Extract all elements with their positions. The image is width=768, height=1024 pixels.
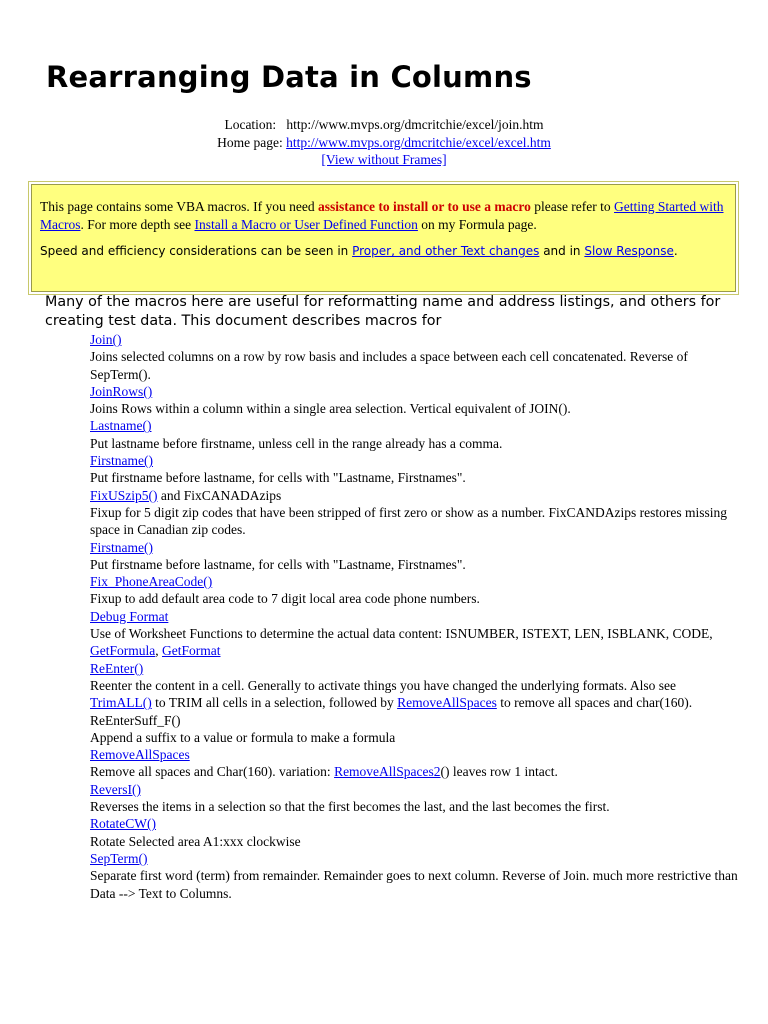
- macro-notice-box: [31, 184, 736, 292]
- debug-separator: ,: [155, 643, 162, 659]
- macro-entry-title: [90, 746, 740, 763]
- macro-description: Joins selected columns on a row by row basis and includes a space between each cell concatenated. Reverse of SepTerm().: [90, 349, 688, 382]
- macro-description: Put lastname before firstname, unless cell in the range already has a comma.: [90, 435, 503, 451]
- macro-entry-title: [90, 815, 740, 832]
- getformat-link[interactable]: GetFormat: [162, 643, 221, 659]
- firstname-link-2[interactable]: Firstname(): [90, 539, 153, 555]
- page-meta: [0, 116, 768, 169]
- speed-text: .: [673, 244, 678, 258]
- rotatecw-link[interactable]: RotateCW(): [90, 816, 156, 832]
- fixcanadazips-label: and FixCANADAzips: [157, 487, 282, 503]
- macro-description: Append a suffix to a value or formula to make a formula: [90, 729, 396, 745]
- speed-text: Speed and efficiency considerations can be seen in: [40, 244, 353, 258]
- joinrows-link[interactable]: JoinRows(): [90, 383, 153, 399]
- notice-text: . For more depth see: [80, 217, 195, 232]
- debug-format-link[interactable]: Debug Format: [90, 608, 169, 624]
- removeall-desc-text: () leaves row 1 intact.: [440, 764, 558, 780]
- reenter-desc-text: to TRIM all cells in a selection, followed by: [151, 695, 398, 711]
- page-title: Rearranging Data in Columns: [46, 60, 532, 94]
- install-macro-link[interactable]: Install a Macro or User Defined Function: [194, 217, 418, 232]
- macro-entry-title: [90, 331, 740, 348]
- home-page-label: Home page:: [217, 134, 283, 150]
- macro-description: [90, 677, 740, 712]
- fixuszip5-link[interactable]: FixUSzip5(): [90, 487, 158, 503]
- macro-entry-title: [90, 417, 740, 434]
- frames-line: [0, 151, 768, 169]
- location-line: [0, 116, 768, 134]
- macro-description: Rotate Selected area A1:xxx clockwise: [90, 833, 301, 849]
- home-page-link[interactable]: http://www.mvps.org/dmcritchie/excel/excel.htm: [286, 134, 551, 150]
- intro-paragraph: Many of the macros here are useful for reformatting name and address listings, and others for creating test data. This document describes macros for: [45, 294, 721, 329]
- macro-description: Fixup for 5 digit zip codes that have been stripped of first zero or show as a number. FixCANDAzips restores missing space in Canadian zip codes.: [90, 504, 728, 538]
- location-url: http://www.mvps.org/dmcritchie/excel/join.htm: [286, 117, 544, 132]
- macro-entry-title: [90, 850, 740, 867]
- debug-desc-text: Use of Worksheet Functions to determine the actual data content: ISNUMBER, ISTEXT, LEN, ISBLANK, CODE,: [90, 626, 713, 642]
- macro-entry-title: [90, 660, 740, 677]
- join-link[interactable]: Join(): [90, 332, 122, 347]
- reenter-link[interactable]: ReEnter(): [90, 660, 144, 676]
- macro-description: Joins Rows within a column within a single area selection. Vertical equivalent of JOIN().: [90, 401, 571, 417]
- getting-started-link[interactable]: Getting Started with Macros: [40, 199, 724, 232]
- trimall-link[interactable]: TrimALL(): [90, 695, 152, 711]
- macro-entry-title: [90, 608, 740, 625]
- reversi-link[interactable]: ReversI(): [90, 781, 141, 797]
- reenter-desc-text: to remove all spaces and char(160).: [496, 695, 693, 711]
- macro-entry-title: [90, 539, 740, 556]
- macro-description: Reverses the items in a selection so that the first becomes the last, and the last becomes the first.: [90, 799, 610, 815]
- speed-paragraph: [40, 243, 727, 259]
- firstname-link[interactable]: Firstname(): [90, 453, 153, 469]
- notice-text: please refer to: [530, 199, 615, 214]
- septerm-link[interactable]: SepTerm(): [90, 850, 148, 866]
- macro-entry-title: [90, 487, 740, 504]
- macro-description: Fixup to add default area code to 7 digit local area code phone numbers.: [90, 591, 480, 607]
- getformula-link[interactable]: GetFormula: [90, 643, 156, 659]
- macro-entry-title: [90, 452, 740, 469]
- notice-text: on my Formula page.: [417, 217, 537, 232]
- proper-text-changes-link[interactable]: Proper, and other Text changes: [352, 244, 540, 258]
- view-without-frames-link[interactable]: [View without Frames]: [321, 152, 447, 167]
- location-label: Location:: [224, 117, 277, 132]
- macro-description: [90, 763, 740, 780]
- notice-emphasis: assistance to install or to use a macro: [317, 199, 531, 214]
- macro-description: [90, 625, 740, 660]
- macro-entry-title: [90, 781, 740, 798]
- macro-list: [90, 331, 740, 902]
- macro-description: Separate first word (term) from remainder. Remainder goes to next column. Reverse of Join. much more restrictive than Data --> Text to Columns.: [90, 868, 738, 901]
- fix-phone-area-code-link[interactable]: Fix_PhoneAreaCode(): [90, 574, 213, 590]
- removeallspaces2-link[interactable]: RemoveAllSpaces2: [334, 764, 441, 780]
- macro-entry-title: [90, 573, 740, 590]
- macro-description: Put firstname before lastname, for cells with "Lastname, Firstnames".: [90, 470, 466, 486]
- macro-description: Put firstname before lastname, for cells with "Lastname, Firstnames".: [90, 556, 466, 572]
- macro-entry-title: ReEnterSuff_F(): [90, 712, 181, 728]
- removeallspaces-link[interactable]: RemoveAllSpaces: [90, 747, 190, 763]
- lastname-link[interactable]: Lastname(): [90, 418, 152, 434]
- macro-entry-title: [90, 383, 740, 400]
- notice-paragraph: [40, 198, 727, 234]
- speed-text: and in: [539, 244, 585, 258]
- home-page-line: [0, 134, 768, 152]
- notice-text: This page contains some VBA macros. If you need: [40, 199, 318, 214]
- reenter-desc-text: Reenter the content in a cell. Generally to activate things you have changed the underlying formats. Also see: [90, 677, 676, 693]
- slow-response-link[interactable]: Slow Response: [584, 244, 674, 258]
- removeallspaces-inline-link[interactable]: RemoveAllSpaces: [397, 695, 497, 711]
- removeall-desc-text: Remove all spaces and Char(160). variation:: [90, 764, 335, 780]
